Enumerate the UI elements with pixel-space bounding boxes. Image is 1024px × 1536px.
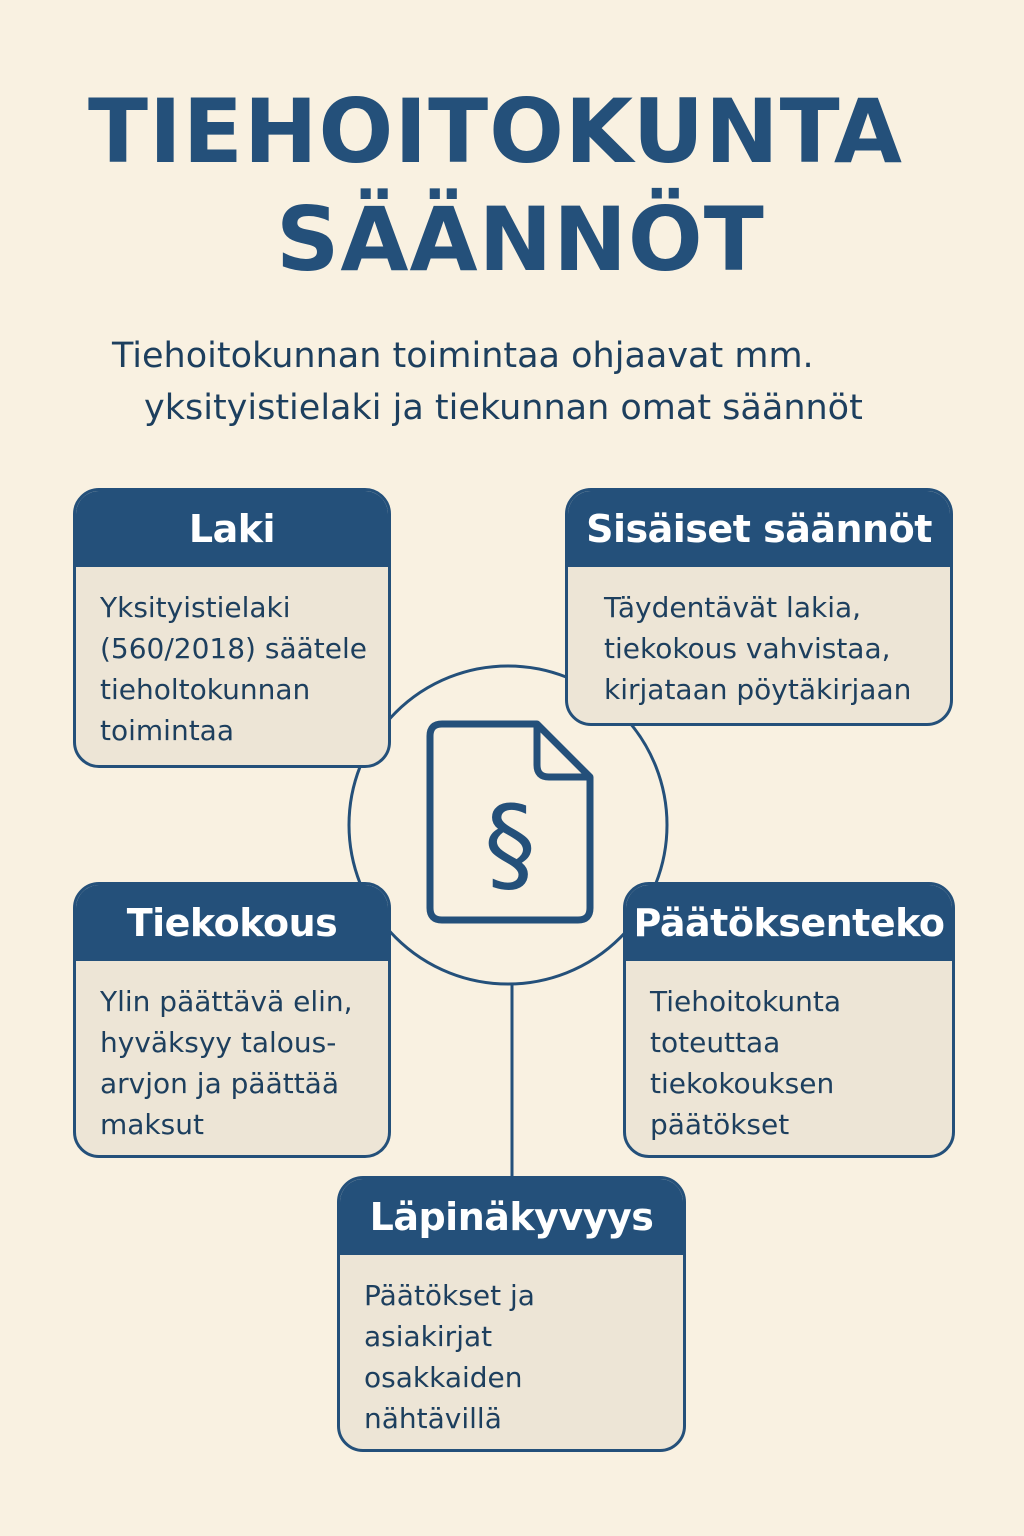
card-tiekokous bbox=[73, 882, 391, 1158]
card-tiekokous-line: maksut bbox=[100, 1108, 204, 1141]
card-lapinakyvyys-title: Läpinäkyvyys bbox=[340, 1179, 683, 1255]
subtitle-line-1: Tiehoitokunnan toimintaa ohjaavat mm. bbox=[112, 336, 814, 376]
card-laki-line: (560/2018) säätele bbox=[100, 632, 367, 665]
card-lapinakyvyys-line: Päätökset ja bbox=[364, 1279, 535, 1312]
card-laki bbox=[73, 488, 391, 768]
card-paatoksenteko-line: toteuttaa bbox=[650, 1026, 781, 1059]
card-sisaiset-line: tiekokous vahvistaa, bbox=[604, 632, 891, 665]
card-tiekokous-title: Tiekokous bbox=[76, 885, 388, 961]
card-tiekokous-line: hyväksyy talous- bbox=[100, 1026, 337, 1059]
card-sisaiset-body bbox=[568, 567, 950, 710]
document-section-icon bbox=[430, 724, 590, 920]
subtitle-line-2: yksityistielaki ja tiekunnan omat säännöt bbox=[144, 388, 863, 428]
card-sisaiset-line: Täydentävät lakia, bbox=[604, 591, 862, 624]
title-line-1: TIEHOITOKUNTA bbox=[88, 80, 903, 183]
card-sisaiset-title: Sisäiset säännöt bbox=[568, 491, 950, 567]
card-lapinakyvyys-body bbox=[340, 1255, 683, 1439]
card-laki-line: Yksityistielaki bbox=[100, 591, 291, 624]
section-symbol: § bbox=[484, 783, 536, 905]
card-lapinakyvyys bbox=[337, 1176, 686, 1452]
card-laki-line: toimintaa bbox=[100, 714, 234, 747]
card-lapinakyvyys-line: osakkaiden bbox=[364, 1361, 523, 1394]
card-lapinakyvyys-line: asiakirjat bbox=[364, 1320, 493, 1353]
card-paatoksenteko-line: tiekokouksen bbox=[650, 1067, 835, 1100]
card-laki-line: tieholtokunnan bbox=[100, 673, 311, 706]
card-paatoksenteko-line: Tiehoitokunta bbox=[650, 985, 841, 1018]
card-sisaiset-line: kirjataan pöytäkirjaan bbox=[604, 673, 912, 706]
card-tiekokous-body bbox=[76, 961, 388, 1145]
card-tiekokous-line: Ylin päättävä elin, bbox=[100, 985, 353, 1018]
card-paatoksenteko-title: Päätöksenteko bbox=[626, 885, 952, 961]
title-line-2: SÄÄNNÖT bbox=[276, 188, 765, 291]
card-laki-body bbox=[76, 567, 388, 751]
card-paatoksenteko-body bbox=[626, 961, 952, 1145]
card-paatoksenteko bbox=[623, 882, 955, 1158]
card-laki-title: Laki bbox=[76, 491, 388, 567]
card-sisaiset-saannot bbox=[565, 488, 953, 726]
card-lapinakyvyys-line: nähtävillä bbox=[364, 1402, 502, 1435]
card-tiekokous-line: arvjon ja päättää bbox=[100, 1067, 339, 1100]
card-paatoksenteko-line: päätökset bbox=[650, 1108, 790, 1141]
